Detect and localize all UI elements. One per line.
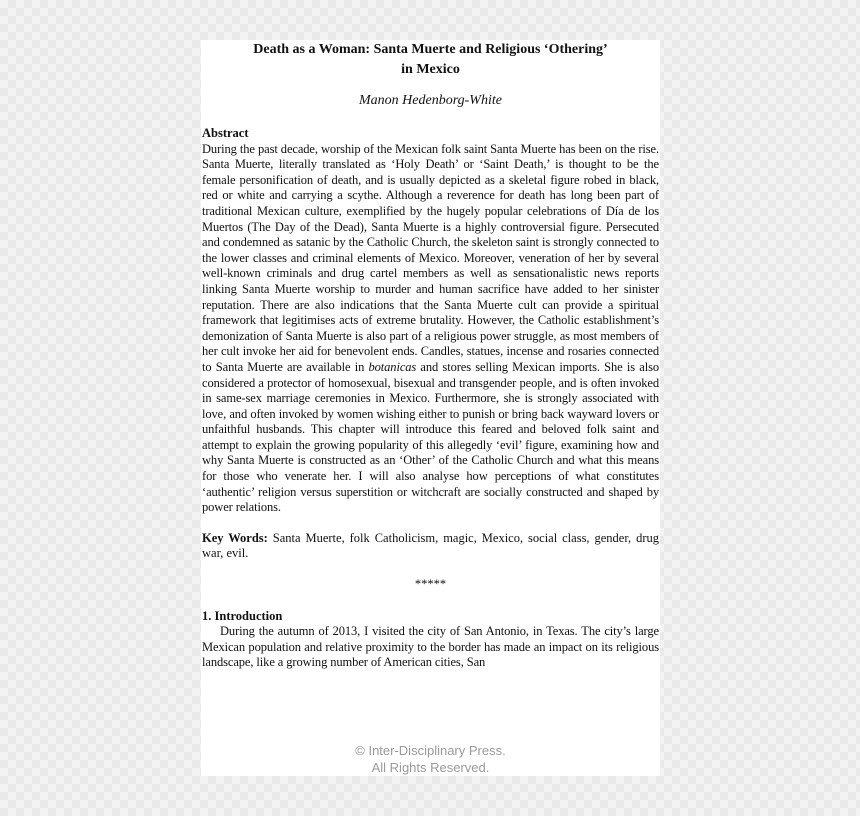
keywords-label: Key Words: [202, 530, 268, 545]
title-line-2: in Mexico [401, 62, 460, 77]
title-line-1: Death as a Woman: Santa Muerte and Religious ‘Othering’ [253, 42, 608, 57]
footer-line-1: © Inter-Disciplinary Press. [355, 743, 506, 758]
footer-line-2: All Rights Reserved. [371, 760, 490, 775]
author-name: Manon Hedenborg-White [359, 93, 502, 108]
abstract-paragraph [202, 142, 659, 516]
introduction-heading: 1. Introduction [202, 608, 283, 623]
paper-title [202, 40, 659, 80]
keywords-list: Santa Muerte, folk Catholicism, magic, Mexico, social class, gender, drug war, evil. [202, 530, 659, 561]
keywords-paragraph [202, 531, 659, 562]
abstract-italic-term: botanicas [368, 359, 417, 374]
abstract-heading: Abstract [202, 126, 249, 140]
document-page [201, 40, 660, 776]
abstract-text-part-1: During the past decade, worship of the Mexican folk saint Santa Muerte has been on the rise. Santa Muerte, literally translated as ‘Holy Death’ or ‘Saint Death,’ is thought to be the female personification of death, and is usually depicted as a skeletal figure robed in black, red or white and carrying a scythe. Although a reverence for death has long been part of traditional Mexican culture, exemplified by the hugely popular celebrations of Día de los Muertos (The Day of the Dead), Santa Muerte is a highly controversial figure. Persecuted and condemned as satanic by the Catholic Church, the skeleton saint is strongly connected to the lower classes and criminal elements of Mexico. Moreover, veneration of her by several well-known criminals and drug cartel members as well as sensationalistic news reports linking Santa Muerte worship to murder and human sacrifice have added to her sinister reputation. There are also indications that the Santa Muerte cult can provide a spiritual framework that legitimises acts of extreme brutality. However, the Catholic establishment’s demonization of Santa Muerte is also part of a religious power struggle, as most members of her cult invoke her aid for benevolent ends. Candles, statues, incense and rosaries connected to Santa Muerte are available in [202, 141, 659, 374]
abstract-text-part-2: and stores selling Mexican imports. She is also considered a protector of homosexual, bisexual and transgender people, and is often invoked in same-sex marriage ceremonies in Mexico. Furthermore, she is strongly associated with love, and often invoked by women wishing either to punish or bring back wayward lovers or unfaithful husbands. This chapter will introduce this feared and beloved folk saint and attempt to explain the growing popularity of this allegedly ‘evil’ figure, examining how and why Santa Muerte is constructed as an ‘Other’ of the Catholic Church and what this means for those who venerate her. I will also analyse how perceptions of what constitutes ‘authentic’ religion versus superstition or witchcraft are socially constructed and shaped by power relations. [202, 359, 659, 515]
section-divider: ***** [414, 577, 447, 592]
copyright-footer [201, 742, 660, 776]
introduction-paragraph: During the autumn of 2013, I visited the city of San Antonio, in Texas. The city’s large Mexican population and relative proximity to the border has made an impact on its religious landscape, like a growing number of American cities, San [202, 624, 659, 670]
